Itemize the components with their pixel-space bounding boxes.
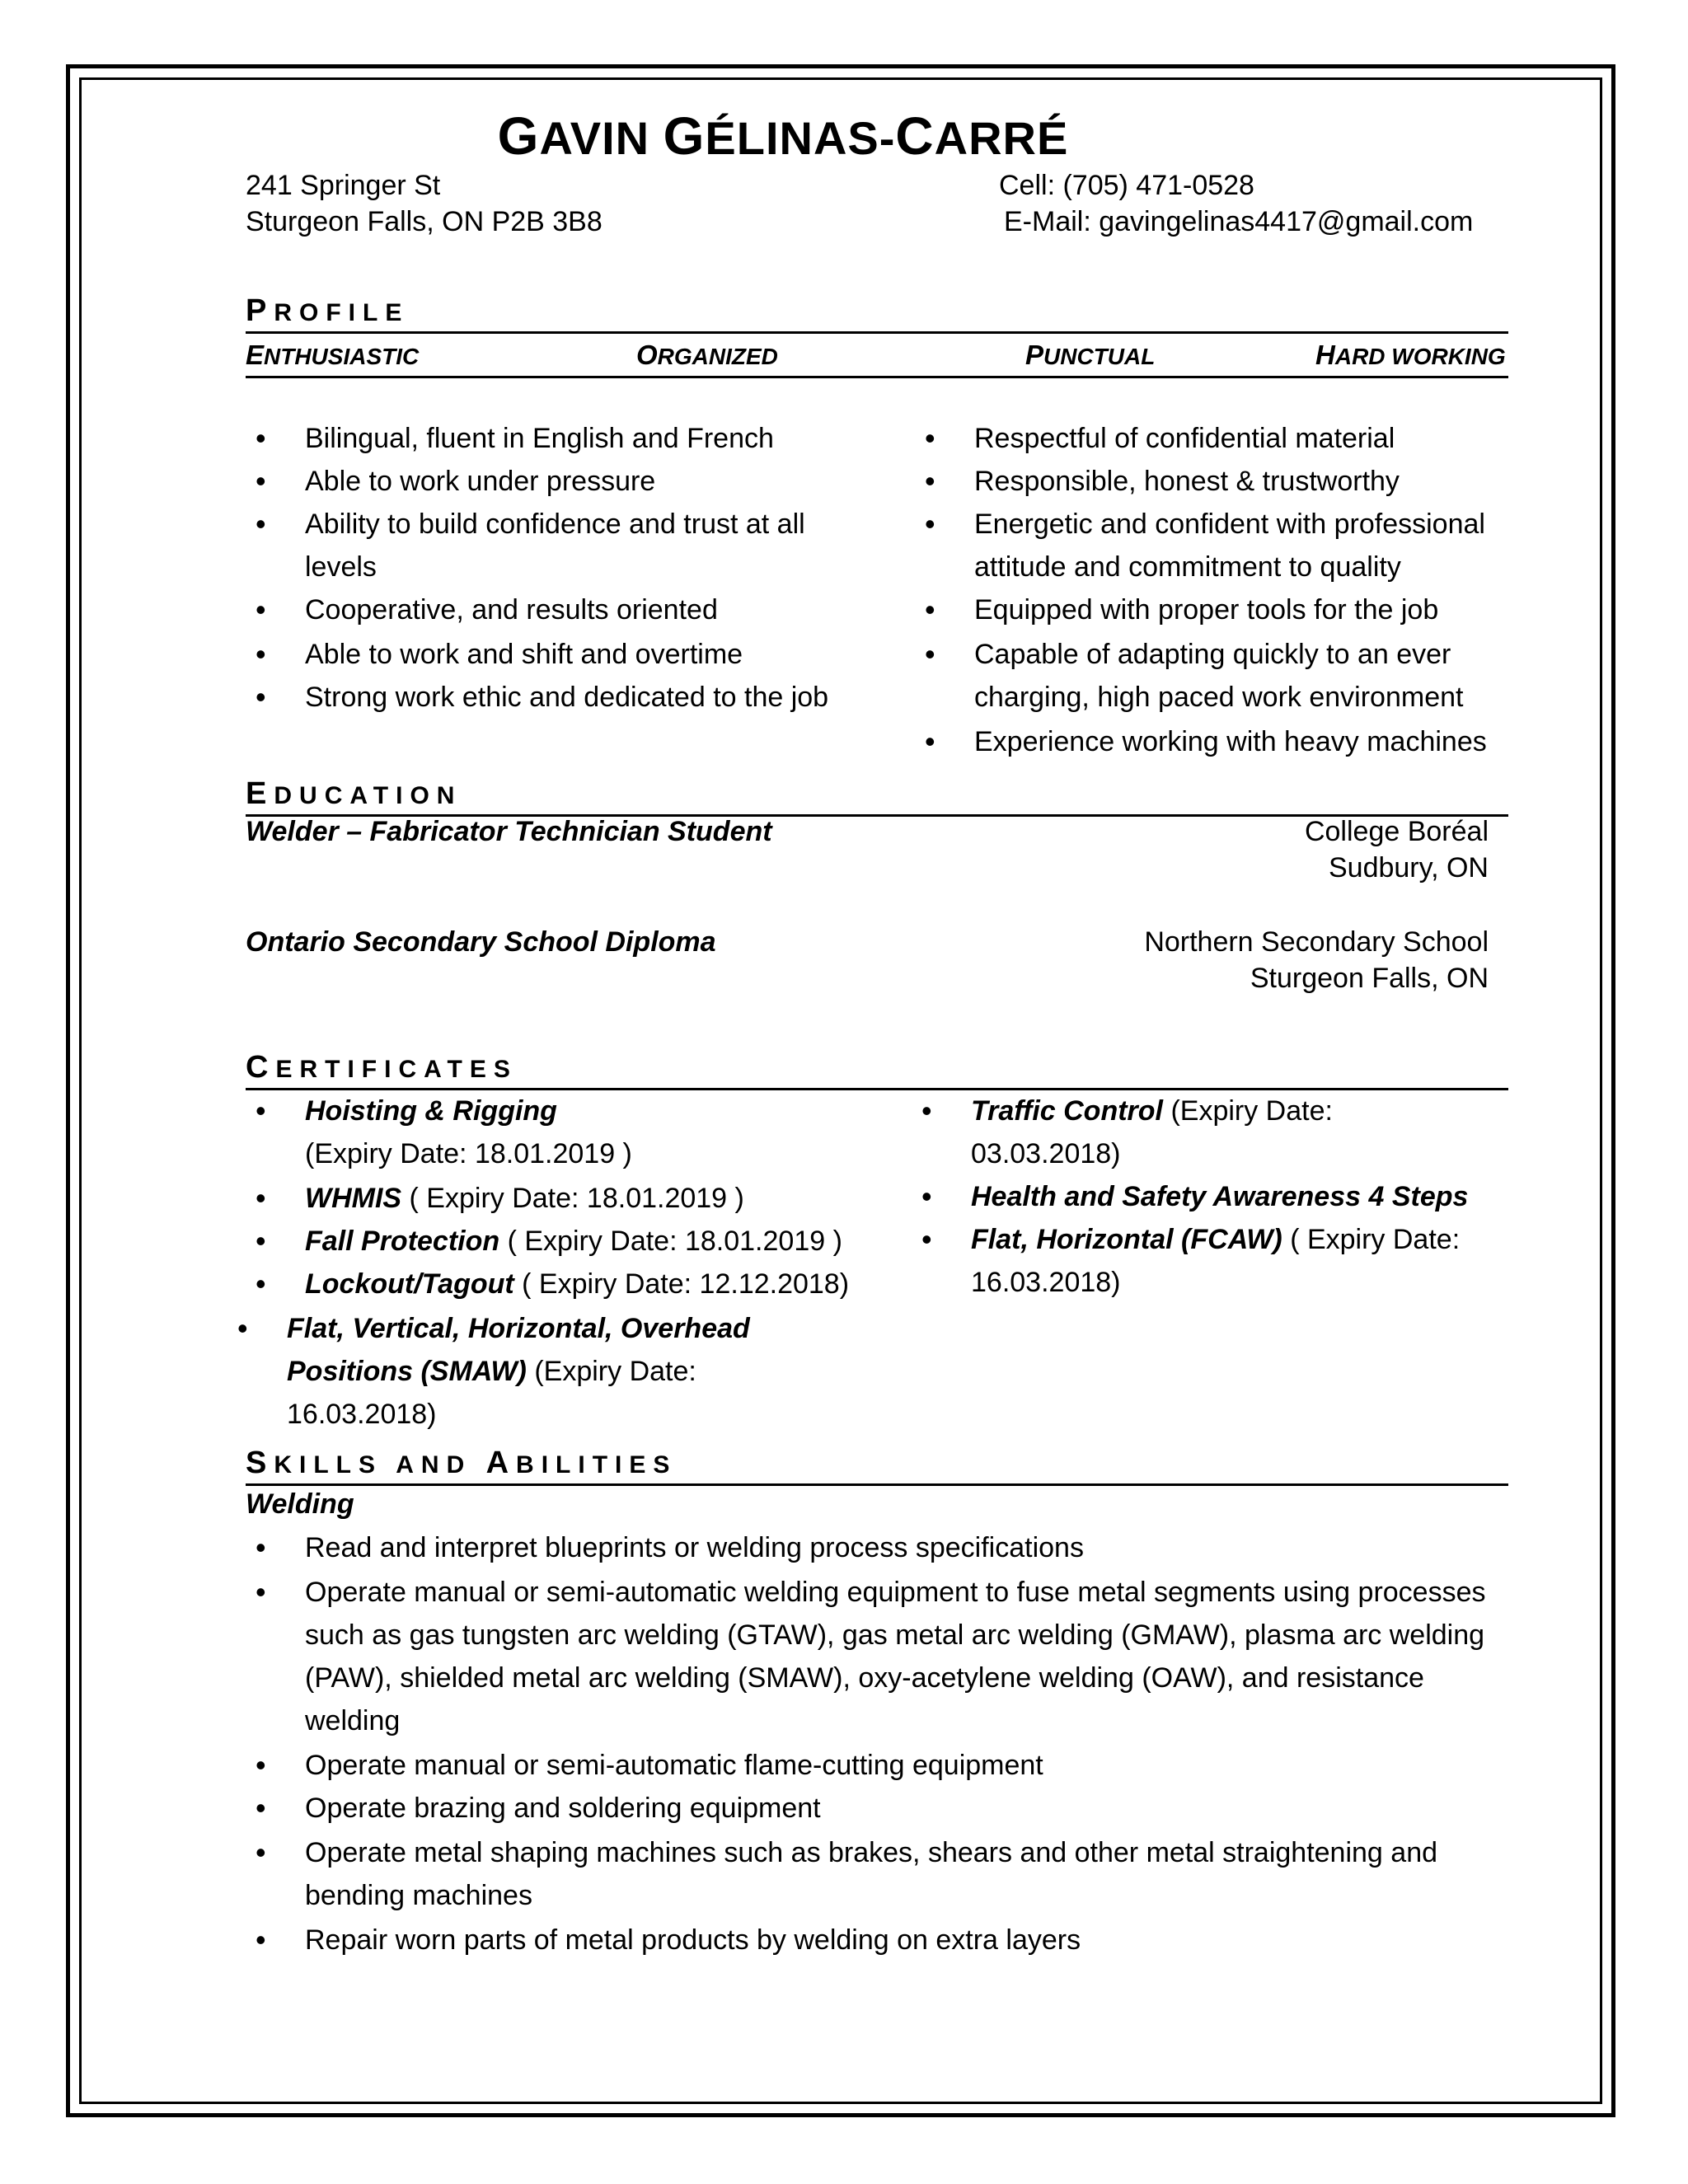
- certificate-item: • WHMIS ( Expiry Date: 18.01.2019 ): [246, 1177, 856, 1220]
- name-part: G: [663, 106, 706, 166]
- section-title-profile: [246, 293, 409, 329]
- title-rest: ERTIFICATES: [275, 1056, 518, 1083]
- list-item: • Bilingual, fluent in English and French: [246, 417, 856, 460]
- certificate-item: • Hoisting & Rigging (Expiry Date: 18.01.2019 ): [246, 1090, 856, 1175]
- title-rest: DUCATION: [274, 782, 462, 809]
- cell-phone: Cell: (705) 471-0528: [999, 170, 1254, 201]
- skills-list: [246, 1526, 1507, 1961]
- name-part: ARRÉ: [934, 112, 1069, 164]
- name-part: G: [497, 106, 540, 166]
- trait-enthusiastic: ENTHUSIASTIC: [246, 340, 420, 370]
- title-cap: S: [246, 1446, 274, 1480]
- section-rule: [246, 331, 1508, 334]
- education-location: Sudbury, ON: [1328, 852, 1489, 883]
- title-cap: A: [485, 1446, 517, 1480]
- list-item: • Operate manual or semi-automatic flame-cutting equipment: [246, 1744, 1507, 1787]
- name-part: C: [895, 106, 935, 166]
- certificate-item: • Health and Safety Awareness 4 Steps: [912, 1175, 1489, 1218]
- list-item: • Operate brazing and soldering equipment: [246, 1787, 1507, 1830]
- list-item: • Energetic and confident with professional attitude and commitment to quality: [915, 503, 1508, 588]
- list-item: • Cooperative, and results oriented: [246, 588, 856, 631]
- skills-subheading: Welding: [246, 1488, 354, 1520]
- section-rule: [246, 1483, 1508, 1486]
- list-item: • Responsible, honest & trustworthy: [915, 460, 1508, 503]
- list-item: • Strong work ethic and dedicated to the job: [246, 676, 856, 719]
- section-title-certificates: [246, 1050, 518, 1085]
- list-item: • Read and interpret blueprints or welding process specifications: [246, 1526, 1507, 1569]
- certificates-left-extra: [227, 1307, 837, 1436]
- address-city: Sturgeon Falls, ON P2B 3B8: [246, 206, 603, 237]
- education-school: College Boréal: [1304, 816, 1489, 847]
- education-program: Welder – Fabricator Technician Student: [246, 816, 772, 847]
- list-item: • Operate metal shaping machines such as brakes, shears and other metal straightening and bending machines: [246, 1831, 1507, 1917]
- trait-organized: ORGANIZED: [636, 340, 778, 370]
- certificate-item: • Flat, Vertical, Horizontal, Overhead Positions (SMAW) (Expiry Date: 16.03.2018): [227, 1307, 837, 1436]
- email-address: E-Mail: gavingelinas4417@gmail.com: [1004, 206, 1474, 237]
- title-cap: C: [246, 1050, 276, 1085]
- profile-right-list: [915, 417, 1508, 763]
- title-rest: BILITIES: [516, 1451, 678, 1479]
- section-rule: [246, 376, 1508, 378]
- certificates-right-list: [912, 1090, 1489, 1304]
- title-rest: ROFILE: [274, 299, 410, 326]
- education-program: Ontario Secondary School Diploma: [246, 926, 716, 958]
- list-item: • Operate manual or semi-automatic welding equipment to fuse metal segments using processes such as gas tungsten arc welding (GTAW), gas metal arc welding (GMAW), plasma arc welding (PAW), shielded metal arc welding (SMAW), oxy-acetylene welding (OAW), and resistance welding: [246, 1571, 1507, 1742]
- list-item: • Repair worn parts of metal products by welding on extra layers: [246, 1919, 1507, 1961]
- section-title-education: [246, 776, 462, 812]
- title-cap: E: [246, 776, 274, 811]
- certificate-item: • Traffic Control (Expiry Date: 03.03.2018): [912, 1090, 1489, 1175]
- education-school: Northern Secondary School: [1144, 926, 1489, 958]
- certificate-item: • Flat, Horizontal (FCAW) ( Expiry Date: 16.03.2018): [912, 1218, 1489, 1304]
- list-item: • Able to work and shift and overtime: [246, 633, 856, 676]
- candidate-name: [0, 105, 1566, 166]
- name-part: ÉLINAS-: [705, 112, 896, 164]
- certificates-left-list: [246, 1090, 856, 1305]
- certificate-item: • Lockout/Tagout ( Expiry Date: 12.12.2018): [246, 1263, 856, 1305]
- section-title-skills: [246, 1446, 677, 1481]
- trait-punctual: PUNCTUAL: [1025, 340, 1156, 370]
- certificate-item: • Fall Protection ( Expiry Date: 18.01.2019 ): [246, 1220, 856, 1263]
- list-item: • Equipped with proper tools for the job: [915, 588, 1508, 631]
- list-item: • Capable of adapting quickly to an ever charging, high paced work environment: [915, 633, 1508, 719]
- profile-left-list: [246, 417, 856, 719]
- education-location: Sturgeon Falls, ON: [1250, 963, 1489, 994]
- name-part: AVIN: [539, 112, 663, 164]
- list-item: • Respectful of confidential material: [915, 417, 1508, 460]
- title-rest: KILLS AND: [274, 1451, 486, 1479]
- trait-hard-working: HARD WORKING: [1315, 340, 1506, 370]
- list-item: • Experience working with heavy machines: [915, 720, 1508, 763]
- address-street: 241 Springer St: [246, 170, 441, 201]
- title-cap: P: [246, 293, 274, 328]
- list-item: • Able to work under pressure: [246, 460, 856, 503]
- list-item: • Ability to build confidence and trust at all levels: [246, 503, 856, 588]
